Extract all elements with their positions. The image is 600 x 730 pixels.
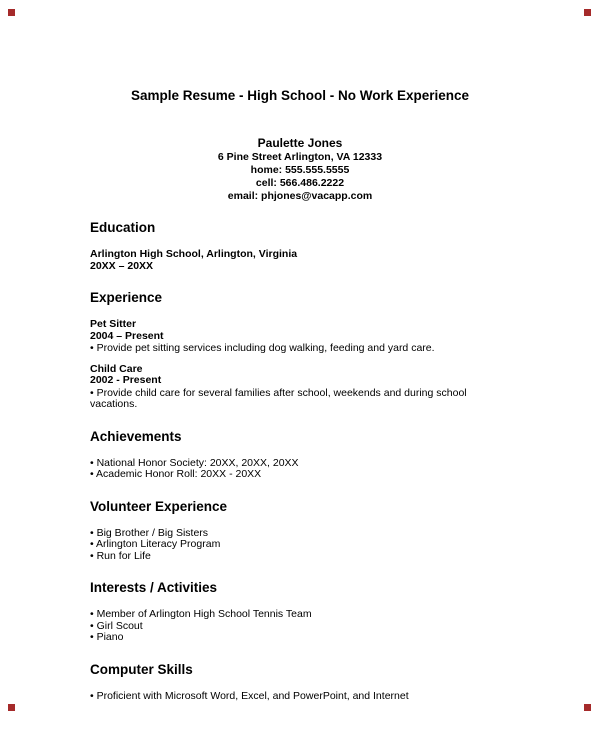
job-bullet: • Provide child care for several families after school, weekends and during school vacations. <box>90 386 467 410</box>
section-heading-achievements: Achievements <box>90 428 182 444</box>
resume-body <box>0 220 600 702</box>
list-item: • Academic Honor Roll: 20XX - 20XX <box>90 468 262 480</box>
job-title: Child Care <box>90 362 143 375</box>
list-item: • Piano <box>90 631 124 643</box>
corner-marker-bottom-left <box>8 704 15 711</box>
contact-block <box>0 136 600 203</box>
contact-email: email: phjones@vacapp.com <box>227 190 373 202</box>
page-title: Sample Resume - High School - No Work Experience <box>130 88 470 103</box>
corner-marker-top-left <box>8 9 15 16</box>
contact-home-phone: home: 555.555.5555 <box>250 164 350 176</box>
education-school: Arlington High School, Arlington, Virginia <box>90 248 298 260</box>
contact-address: 6 Pine Street Arlington, VA 12333 <box>217 151 383 163</box>
job-title: Pet Sitter <box>90 318 137 330</box>
contact-name: Paulette Jones <box>257 136 343 150</box>
list-item: • National Honor Society: 20XX, 20XX, 20XX <box>90 456 299 469</box>
computer-skills-list <box>90 691 510 703</box>
section-heading-interests: Interests / Activities <box>90 580 218 595</box>
experience-job <box>90 364 510 411</box>
list-item: • Run for Life <box>90 549 151 562</box>
volunteer-list <box>90 528 510 563</box>
interests-list <box>90 609 510 644</box>
list-item: • Member of Arlington High School Tennis Team <box>90 608 312 620</box>
list-item: • Proficient with Microsoft Word, Excel, and PowerPoint, and Internet <box>90 689 409 702</box>
section-heading-experience: Experience <box>90 290 163 305</box>
education-years: 20XX – 20XX <box>90 259 154 272</box>
list-item: • Arlington Literacy Program <box>90 538 221 550</box>
list-item: • Big Brother / Big Sisters <box>90 526 209 539</box>
list-item: • Girl Scout <box>90 619 143 632</box>
job-bullet: • Provide pet sitting services including dog walking, feeding and yard care. <box>90 342 435 354</box>
corner-marker-bottom-right <box>584 704 591 711</box>
section-heading-computer-skills: Computer Skills <box>90 661 193 677</box>
job-dates: 2004 – Present <box>90 329 164 342</box>
experience-job <box>90 319 510 355</box>
section-heading-education: Education <box>90 220 156 235</box>
corner-marker-top-right <box>584 9 591 16</box>
achievements-list <box>90 458 510 481</box>
contact-cell-phone: cell: 566.486.2222 <box>255 177 345 189</box>
section-heading-volunteer: Volunteer Experience <box>90 498 228 514</box>
job-dates: 2002 - Present <box>90 374 162 386</box>
